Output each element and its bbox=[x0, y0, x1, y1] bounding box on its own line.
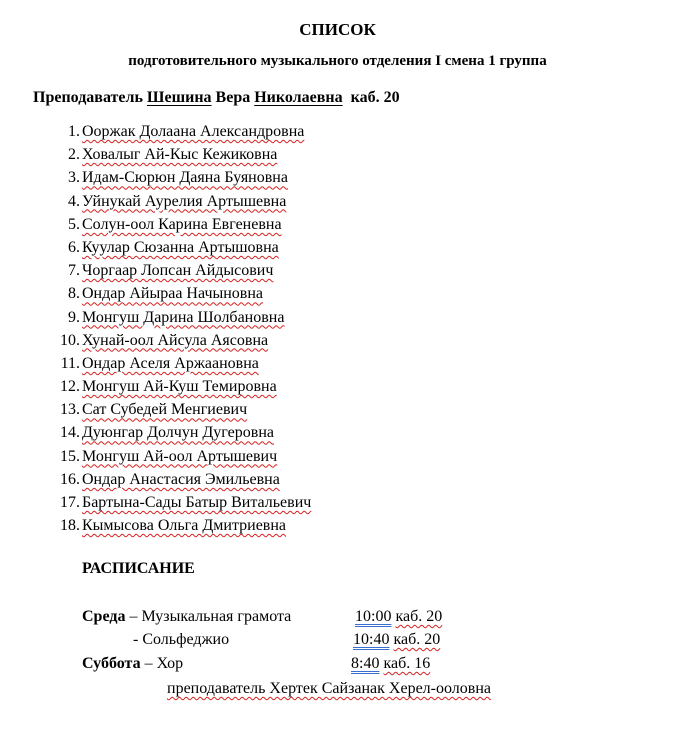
schedule-time-saturday bbox=[351, 655, 430, 673]
list-item-name: Ондар Айыраа Начыновна bbox=[82, 285, 264, 303]
list-item-name: Уйнукай Аурелия Артышевна bbox=[82, 192, 287, 210]
teacher-line bbox=[33, 89, 400, 107]
list-item-name: Ховалыг Ай-Кыс Кежиковна bbox=[82, 146, 278, 164]
teacher-surname: Шешина bbox=[146, 89, 212, 106]
schedule-day: Среда bbox=[82, 608, 126, 625]
list-item-name: Дуюнгар Долчун Дугеровна bbox=[82, 424, 274, 442]
schedule-row-solfeggio bbox=[133, 631, 229, 649]
schedule-time-solfeggio bbox=[353, 631, 440, 649]
schedule-room: каб. 20 bbox=[395, 608, 443, 625]
list-item-number: 12. bbox=[60, 378, 80, 396]
list-item-number: 11. bbox=[60, 354, 80, 372]
list-item-number: 17. bbox=[60, 494, 80, 511]
list-item-name: Ондар Анастасия Эмильевна bbox=[82, 470, 280, 488]
list-item-number: 10. bbox=[60, 331, 80, 349]
schedule-time: 10:40 bbox=[353, 631, 390, 648]
schedule-room: каб. 16 bbox=[383, 655, 431, 672]
schedule-row-saturday bbox=[82, 655, 183, 673]
list-item-name: Ооржак Долаана Александровна bbox=[82, 123, 305, 140]
page-subtitle: подготовительного музыкального отделения I смена 1 группа bbox=[128, 53, 547, 69]
schedule-title: РАСПИСАНИЕ bbox=[82, 560, 195, 577]
list-item-number: 1. bbox=[68, 123, 80, 140]
schedule-separator: – bbox=[140, 655, 157, 672]
list-item-number: 5. bbox=[68, 215, 80, 233]
schedule-separator: - bbox=[133, 631, 143, 648]
teacher-patronymic: Николаевна bbox=[254, 89, 343, 106]
list-item-name: Идам-Сюрюн Даяна Буяновна bbox=[82, 169, 288, 187]
list-item-number: 16. bbox=[60, 470, 80, 488]
schedule-subject: Хор bbox=[156, 655, 184, 672]
list-item-number: 15. bbox=[60, 447, 80, 465]
list-item-number: 9. bbox=[68, 308, 80, 326]
list-item-number: 7. bbox=[68, 262, 80, 280]
schedule-room: каб. 20 bbox=[393, 631, 441, 648]
schedule-time: 10:00 bbox=[355, 608, 392, 625]
schedule-subject: Сольфеджио bbox=[142, 631, 230, 648]
list-item-name: Чоргаар Лопсан Айдысович bbox=[82, 262, 274, 280]
schedule-row-wednesday bbox=[82, 608, 291, 626]
list-item-name: Монгуш Дарина Шолбановна bbox=[82, 308, 285, 326]
list-item-name: Куулар Сюзанна Артышовна bbox=[82, 238, 279, 256]
list-item-name: Бартына-Сады Батыр Витальевич bbox=[82, 494, 312, 511]
page-title: СПИСОК bbox=[299, 20, 376, 39]
list-item-name: Монгуш Ай-оол Артышевич bbox=[82, 447, 278, 465]
list-item-number: 3. bbox=[68, 169, 80, 187]
list-item-number: 13. bbox=[60, 401, 80, 419]
list-item-number: 18. bbox=[60, 517, 80, 535]
list-item-number: 4. bbox=[68, 192, 80, 210]
list-item-number: 8. bbox=[68, 285, 80, 303]
list-item-name: Сат Субедей Менгиевич bbox=[82, 401, 248, 419]
list-item-name: Хунай-оол Айсула Аясовна bbox=[82, 331, 269, 349]
choir-teacher: преподаватель Хертек Сайзанак Херел-ооловна bbox=[167, 680, 491, 697]
schedule-day: Суббота bbox=[82, 655, 141, 672]
teacher-first-name: Вера bbox=[215, 89, 251, 106]
schedule-subject: Музыкальная грамота bbox=[141, 608, 292, 625]
list-item-name: Солун-оол Карина Евгеневна bbox=[82, 215, 282, 233]
list-item-name: Монгуш Ай-Куш Темировна bbox=[82, 378, 277, 396]
list-item-name: Кымысова Ольга Дмитриевна bbox=[82, 517, 287, 535]
list-item-number: 6. bbox=[68, 238, 80, 256]
list-item-number: 14. bbox=[60, 424, 80, 442]
schedule-separator: – bbox=[125, 608, 142, 625]
teacher-label: Преподаватель bbox=[33, 89, 143, 106]
teacher-room: каб. 20 bbox=[350, 89, 400, 106]
schedule-time: 8:40 bbox=[351, 655, 380, 672]
list-item-number: 2. bbox=[68, 146, 80, 164]
schedule-time-wednesday bbox=[355, 608, 442, 626]
list-item-name: Ондар Аселя Аржаановна bbox=[82, 354, 259, 372]
